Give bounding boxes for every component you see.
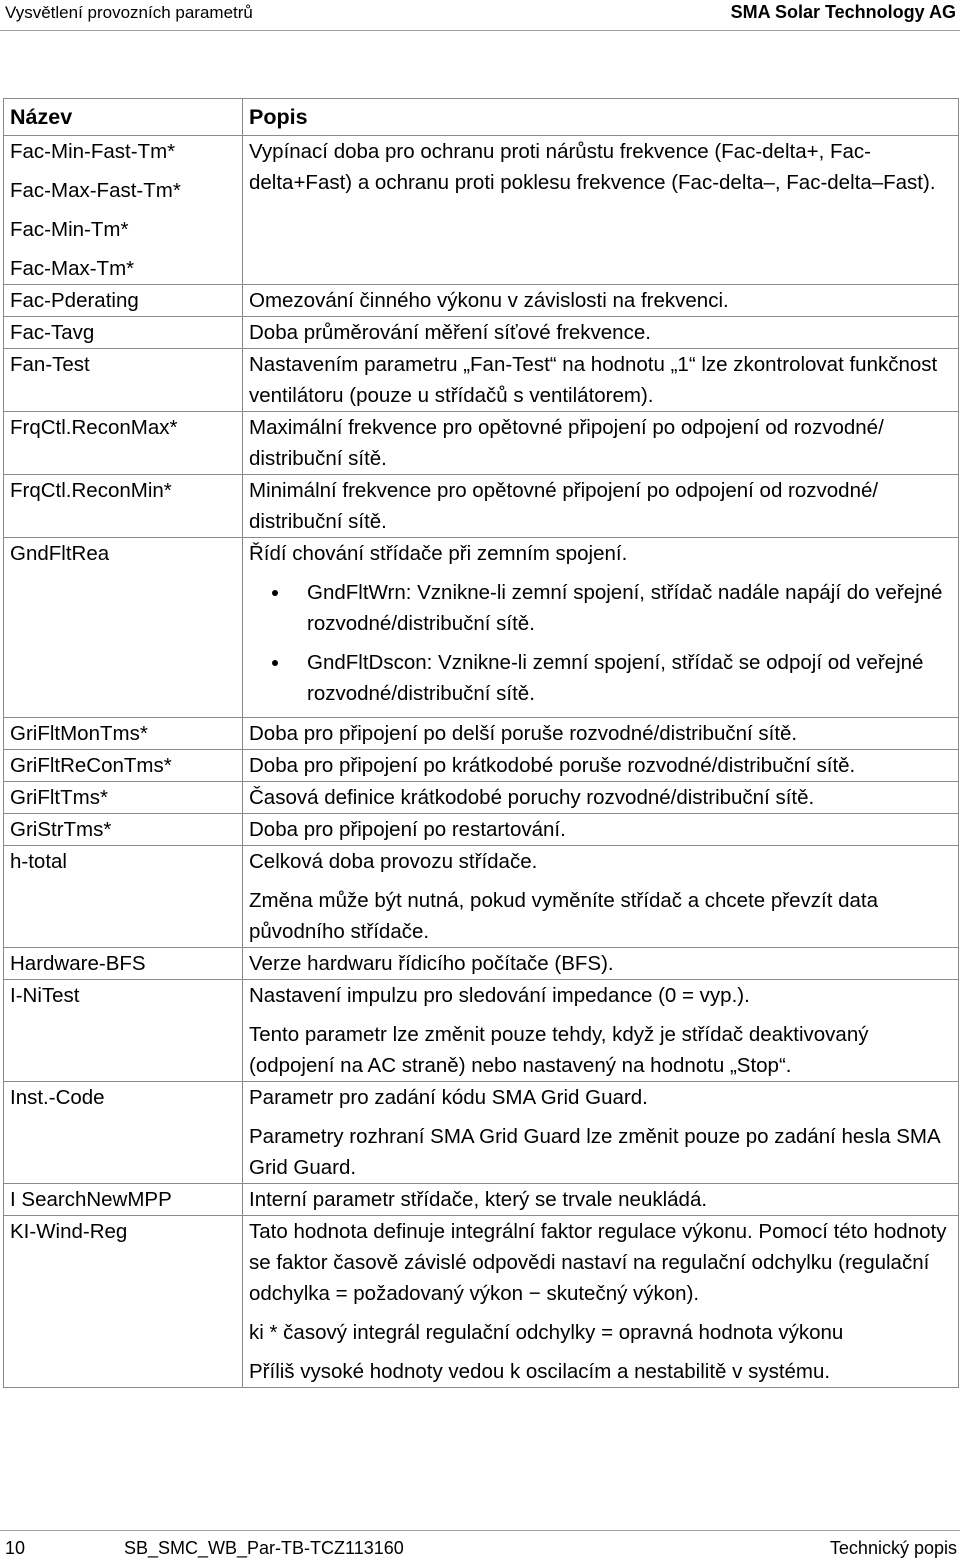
- parameter-name: GriFltReConTms*: [10, 754, 172, 777]
- parameter-name-cell: [4, 349, 243, 412]
- description-paragraph: ki * časový integrál regulační odchylky = opravná hodnota výkonu: [249, 1321, 844, 1344]
- parameter-name: Fac-Pderating: [10, 289, 139, 312]
- description-paragraph: Celková doba provozu střídače.: [249, 850, 538, 873]
- parameter-name: I-NiTest: [10, 984, 80, 1007]
- bullet-item: GndFltWrn: Vznikne-li zemní spojení, střídač nadále napájí do veřejné rozvodné/distribuční sítě.: [307, 577, 952, 639]
- parameter-name-cell: [4, 412, 243, 475]
- parameter-description-cell: [243, 814, 959, 846]
- description-paragraph: Tato hodnota definuje integrální faktor regulace výkonu. Pomocí této hodnoty se faktor časově závislé odpovědi nastaví na regulační odchylku (regulační odchylka = požadovaný výkon − skutečný výkon).: [249, 1220, 947, 1305]
- table-row: [4, 782, 959, 814]
- description-paragraph: Nastavením parametru „Fan-Test“ na hodnotu „1“ lze zkontrolovat funkčnost ventilátoru (pouze u střídačů s ventilátorem).: [249, 353, 938, 407]
- parameter-name-cell: [4, 538, 243, 718]
- description-paragraph: Maximální frekvence pro opětovné připojení po odpojení od rozvodné/ distribuční sítě.: [249, 416, 884, 470]
- table-row: [4, 317, 959, 349]
- parameter-name: Fac-Max-Tm*: [10, 257, 135, 280]
- parameter-name-cell: [4, 948, 243, 980]
- parameter-description-cell: [243, 317, 959, 349]
- parameter-name: GriFltTms*: [10, 786, 108, 809]
- bullet-list: [249, 577, 952, 709]
- table-row: [4, 475, 959, 538]
- parameter-name-cell: [4, 136, 243, 285]
- parameter-name: I SearchNewMPP: [10, 1188, 172, 1211]
- description-paragraph: Doba pro připojení po restartování.: [249, 818, 566, 841]
- parameter-name: GriStrTms*: [10, 818, 112, 841]
- description-paragraph: Verze hardwaru řídicího počítače (BFS).: [249, 952, 614, 975]
- table-row: [4, 750, 959, 782]
- footer-page-number: 10: [5, 1538, 26, 1558]
- parameter-description-cell: [243, 782, 959, 814]
- parameter-description-cell: [243, 349, 959, 412]
- page-header: [0, 0, 960, 31]
- parameter-name-cell: [4, 750, 243, 782]
- description-paragraph: Minimální frekvence pro opětovné připojení po odpojení od rozvodné/ distribuční sítě.: [249, 479, 879, 533]
- table-row: [4, 1082, 959, 1184]
- parameter-name: FrqCtl.ReconMin*: [10, 479, 172, 502]
- parameter-name-cell: [4, 475, 243, 538]
- table-row: [4, 538, 959, 718]
- description-paragraph: Časová definice krátkodobé poruchy rozvodné/distribuční sítě.: [249, 786, 815, 809]
- parameter-name: Fan-Test: [10, 353, 90, 376]
- parameter-name-cell: [4, 846, 243, 948]
- parameter-name-cell: [4, 1184, 243, 1216]
- table-row: [4, 412, 959, 475]
- table-row: [4, 1216, 959, 1388]
- description-paragraph: Omezování činného výkonu v závislosti na frekvenci.: [249, 289, 729, 312]
- description-paragraph: Vypínací doba pro ochranu proti nárůstu frekvence (Fac-delta+, Fac-delta+Fast) a ochranu proti poklesu frekvence (Fac-delta–, Fac-delta–Fast).: [249, 140, 936, 194]
- parameter-name: Hardware-BFS: [10, 952, 146, 975]
- parameter-name: Fac-Tavg: [10, 321, 95, 344]
- parameter-name-cell: [4, 718, 243, 750]
- parameter-description-cell: [243, 285, 959, 317]
- header-section-title: Vysvětlení provozních parametrů: [5, 3, 253, 22]
- table-row: [4, 948, 959, 980]
- page-footer: [0, 1530, 960, 1565]
- parameter-description-cell: [243, 475, 959, 538]
- parameter-name: FrqCtl.ReconMax*: [10, 416, 178, 439]
- parameter-name-cell: [4, 317, 243, 349]
- table-row: [4, 846, 959, 948]
- parameter-description-cell: [243, 136, 959, 285]
- parameter-name-cell: [4, 285, 243, 317]
- table-body: [4, 136, 959, 1388]
- parameter-name-cell: [4, 1082, 243, 1184]
- parameter-name: GndFltRea: [10, 542, 110, 565]
- parameter-description-cell: [243, 538, 959, 718]
- description-paragraph: Nastavení impulzu pro sledování impedance (0 = vyp.).: [249, 984, 750, 1007]
- parameter-table: [3, 98, 959, 1388]
- parameter-name: GriFltMonTms*: [10, 722, 148, 745]
- header-company: SMA Solar Technology AG: [730, 2, 956, 22]
- description-paragraph: Tento parametr lze změnit pouze tehdy, když je střídač deaktivovaný (odpojení na AC straně) nebo nastavený na hodnotu „Stop“.: [249, 1023, 869, 1077]
- parameter-name-cell: [4, 1216, 243, 1388]
- parameter-description-cell: [243, 718, 959, 750]
- parameter-name: KI-Wind-Reg: [10, 1220, 128, 1243]
- table-row: [4, 980, 959, 1082]
- parameter-description-cell: [243, 948, 959, 980]
- table-row: [4, 285, 959, 317]
- table-row: [4, 136, 959, 285]
- description-paragraph: Interní parametr střídače, který se trvale neukládá.: [249, 1188, 708, 1211]
- description-paragraph: Řídí chování střídače při zemním spojení.: [249, 542, 628, 565]
- parameter-description-cell: [243, 1184, 959, 1216]
- parameter-description-cell: [243, 750, 959, 782]
- table-row: [4, 349, 959, 412]
- table-row: [4, 1184, 959, 1216]
- description-paragraph: Doba pro připojení po delší poruše rozvodné/distribuční sítě.: [249, 722, 798, 745]
- parameter-description-cell: [243, 1082, 959, 1184]
- bullet-item: GndFltDscon: Vznikne-li zemní spojení, střídač se odpojí od veřejné rozvodné/distribuční sítě.: [307, 647, 952, 709]
- description-paragraph: Doba průměrování měření síťové frekvence.: [249, 321, 651, 344]
- description-paragraph: Změna může být nutná, pokud vyměníte střídač a chcete převzít data původního střídače.: [249, 889, 878, 943]
- table-header-row: [4, 99, 959, 136]
- parameter-name: Fac-Max-Fast-Tm*: [10, 179, 181, 202]
- parameter-description-cell: [243, 846, 959, 948]
- parameter-name: Fac-Min-Tm*: [10, 218, 129, 241]
- parameter-name-cell: [4, 980, 243, 1082]
- column-header-name: Název: [4, 99, 243, 136]
- description-paragraph: Parametr pro zadání kódu SMA Grid Guard.: [249, 1086, 648, 1109]
- parameter-name-cell: [4, 814, 243, 846]
- table-row: [4, 718, 959, 750]
- description-paragraph: Parametry rozhraní SMA Grid Guard lze změnit pouze po zadání hesla SMA Grid Guard.: [249, 1125, 940, 1179]
- parameter-description-cell: [243, 980, 959, 1082]
- footer-document-code: SB_SMC_WB_Par-TB-TCZ113160: [124, 1538, 404, 1558]
- parameter-description-cell: [243, 412, 959, 475]
- parameter-name: Fac-Min-Fast-Tm*: [10, 140, 176, 163]
- parameter-name: Inst.-Code: [10, 1086, 105, 1109]
- parameter-name: h-total: [10, 850, 67, 873]
- footer-document-type: Technický popis: [829, 1538, 957, 1558]
- description-paragraph: Doba pro připojení po krátkodobé poruše rozvodné/distribuční sítě.: [249, 754, 856, 777]
- column-header-description: Popis: [243, 99, 959, 136]
- table-row: [4, 814, 959, 846]
- parameter-name-cell: [4, 782, 243, 814]
- parameter-description-cell: [243, 1216, 959, 1388]
- description-paragraph: Příliš vysoké hodnoty vedou k oscilacím a nestabilitě v systému.: [249, 1360, 831, 1383]
